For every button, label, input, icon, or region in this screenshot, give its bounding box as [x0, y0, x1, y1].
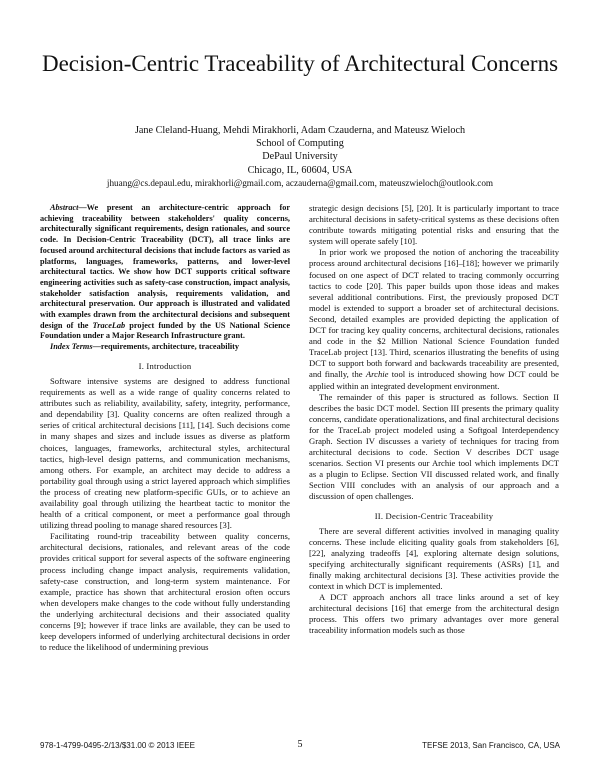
section-heading-dct: II. Decision-Centric Traceability: [374, 510, 494, 521]
page-number: 5: [297, 739, 303, 750]
right-paragraph-2-a: In prior work we proposed the notion of anchoring the traceability process around architectural decisions [16]–[18]; however we primarily focused on one aspect of DCT related to tracing commonly occurring tactics to code [20]. This paper builds upon those ideas and makes several additional contributions. First, the previously proposed DCT model is extended to support a broader set of architectural decisions. Second, detailed examples are provided depicting the application of DCT for tracing key quality concerns, architectural decisions, rationales and code in the $2 Million National Science Foundation funded TraceLab project [13]. Third, scenarios illustrating the benefits of using DCT to support both forward and backwards traceability are presented, and finally, the: [309, 247, 559, 380]
abstract-text-a: —We present an architecture-centric approach for achieving traceability between stakeholders' quality concerns, architecturally significant requirements, design rationales, and source code. In Decision-Centric Traceability (DCT), all trace links are focused around architectural decisions that include factors as varied as platforms, languages, frameworks, patterns, and lower-level architectural tactics. We show how DCT supports critical software engineering activities such as safety-case construction, impact analysis, stakeholder satisfaction analysis, requirements validation, and architectural preservation. Our approach is illustrated and validated with examples drawn from the architectural decisions and subsequent design of the: [40, 203, 290, 330]
right-paragraph-2: [309, 247, 559, 391]
left-column: [40, 203, 290, 653]
paper-title: Decision-Centric Traceability of Architectural Concerns: [41, 51, 559, 76]
intro-paragraph-2: Facilitating round-trip traceability between quality concerns, architectural decisions, rationales, and relevant areas of the code provides critical support for several aspects of the software engineering process including change impact analysis, requirements validation, safety-case construction, and long-term system maintenance. For example, practice has shown that architectural erosion often occurs when developers make changes to the code without fully understanding the underlying architectural decisions and their associated quality concerns [9]; however if trace links are available, they can be used to keep developers informed of underlying architectural decisions in order to reduce the likelihood of undermining previous: [40, 531, 290, 653]
author-emails: jhuang@cs.depaul.edu, mirakhorli@gmail.com, aczauderna@gmail.com, mateuszwieloch@outlook.com: [106, 177, 494, 188]
right-column: [309, 203, 559, 637]
author-university: DePaul University: [262, 151, 338, 163]
index-terms-label: Index Terms: [50, 342, 93, 352]
right-paragraph-3: The remainder of this paper is structured as follows. Section II describes the basic DCT model. Section III presents the primary quality concerns, candidate operationalizations, and final architectural decisions for the TraceLab project modeled using a Softgoal Interdependency Graph. Section IV discusses a variety of techniques for tracing from architectural decisions to code. Section V describes DCT usage scenarios. Section VI presents our Archie tool which implements DCT as a plugin to Eclipse. Section VII discussed related work, and finally Section VIII concludes with an analysis of our approach and a discussion of open challenges.: [309, 391, 559, 502]
right-paragraph-1: strategic design decisions [5], [20]. It is particularly important to trace architectural decisions in safety-critical systems as these decisions often contribute towards mitigating potential risks and ensuring that the system will operate safely [10].: [309, 203, 559, 247]
author-school: School of Computing: [256, 138, 344, 150]
author-block: [40, 124, 560, 190]
abstract-italic: TraceLab: [92, 320, 126, 330]
abstract-label: Abstract: [50, 203, 79, 212]
author-city: Chicago, IL, 60604, USA: [247, 164, 353, 176]
section-heading-introduction: I. Introduction: [138, 360, 192, 371]
index-terms: [40, 342, 290, 353]
footer-copyright: 978-1-4799-0495-2/13/$31.00 © 2013 IEEE: [40, 741, 195, 750]
right-paragraph-2-italic: Archie: [365, 369, 389, 380]
intro-paragraph-1: Software intensive systems are designed to address functional requirements as well as a wide range of quality concerns related to attributes such as reliability, availability, safety, integrity, performance, and dependability [3]. Quality concerns are often realized through a series of critical architectural decisions [11], [14]. Such decisions come in many shapes and sizes and include issues as diverse as platform choices, languages, frameworks, architectural styles, architectural tactics, high-level design patterns, and communication mechanisms, among others. For example, an architect may decide to address a portability goal through using a strict layered approach which simplifies the process of creating new platform-specific GUIs, or to achieve an availability goal through utilizing the heartbeat tactic to monitor the health of a critical component, or meet a performance goal through utilizing thread pooling to manage shared resources [3].: [40, 375, 290, 531]
abstract: [40, 203, 290, 342]
dct-paragraph-1: There are several different activities involved in managing quality concerns. These include eliciting quality goals from stakeholders [6], [22], analyzing tradeoffs [4], exploring alternate design solutions, specifying architecturally significant requirements (ASRs) [1], and finally making architectural decisions [3]. These activities provide the context in which DCT is implemented.: [309, 525, 559, 592]
right-paragraph-2-b: tool is introduced showing how DCT could be applied within an integrated development environment.: [309, 369, 559, 391]
author-names: Jane Cleland-Huang, Mehdi Mirakhorli, Adam Czauderna, and Mateusz Wieloch: [134, 125, 466, 136]
footer-venue: TEFSE 2013, San Francisco, CA, USA: [422, 741, 560, 750]
abstract-text-b: project funded by the US National Science Foundation under a Major Research Infrastructure grant.: [40, 320, 290, 341]
dct-paragraph-2: A DCT approach anchors all trace links around a set of key architectural decisions [16] that emerge from the architectural design process. This offers two primary advantages over more general traceability information models such as those: [309, 592, 559, 636]
page-footer: [40, 739, 560, 753]
index-terms-text: —requirements, architecture, traceability: [92, 342, 240, 352]
